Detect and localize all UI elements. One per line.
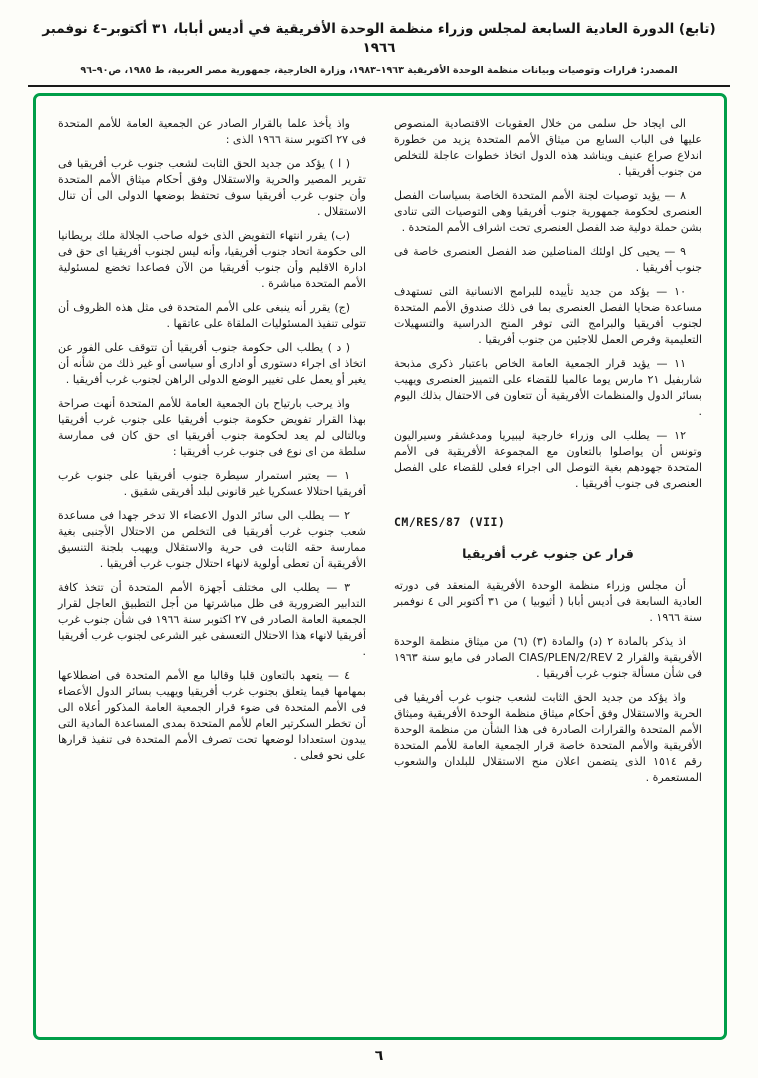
operative-clause-1: ١ — يعتبر استمرار سيطرة جنوب أفريقيا على جنوب غرب أفريقيا احتلالا عسكريا غير قانونى لبلد أفريقى شقيق . [58, 469, 366, 498]
para-intro-continuation: الى ايجاد حل سلمى من خلال العقوبات الاقتصادية المنصوص عليها فى الباب السابع من ميثاق الأمم المتحدة يزيد من خطورة اندلاع صراع عنيف ويناشد هذه الدول اتخاذ خطوات عاجلة للتخلص من جنوب أفريقيا . [394, 117, 702, 178]
operative-clause-4: ٤ — يتعهد بالتعاون قلبا وقالبا مع الأمم المتحدة فى اضطلاعها بمهامها فيما يتعلق بجنوب غرب أفريقيا ويهيب بسائر الدول الأعضاء فى الأمم المتحدة فى ضوء قرار الجمعية العامة المذكور أعلاه الى أن تخطر السكرتير العام للأمم المتحدة بمدى المساعدة المادية التى يبدون استعدادا لوضعها تحت تصرف الأمم المتحدة فى تنفيذ قرارها على نحو فعلى . [58, 669, 366, 762]
page-number: ٦ [374, 1048, 384, 1064]
page-header [0, 0, 758, 76]
operative-clause-3: ٣ — يطلب الى مختلف أجهزة الأمم المتحدة أن تتخذ كافة التدابير الضرورية فى ظل مباشرتها من أجل التطبيق العاجل لقرار الجمعية العامة الصادر فى ٢٧ اكتوبر سنة ١٩٦٦ فى شأن جنوب غرب أفريقيا لانهاء هذا الاحتلال التعسفى غير الشرعى لجنوب غرب أفريقيا . [58, 581, 366, 658]
header-divider [28, 85, 730, 87]
resolution-clause-11: ١١ — يؤيد قرار الجمعية العامة الخاص باعتبار ذكرى مذبحة شاربفيل ٢١ مارس يوما عالميا للقضاء على التمييز العنصرى ويهيب بسائر الدول والمنظمات الأفريقية أن تتعاون فى الاحتفال بذلك اليوم . [394, 357, 702, 418]
preamble-reaffirming: واذ يؤكد من جديد الحق الثابت لشعب جنوب غرب أفريقيا فى الحرية والاستقلال وفق أحكام ميثاق منظمة الوحدة الأفريقية وميثاق الأمم المتحدة والقرارات الصادرة فى هذا الشأن من منظمة الوحدة الأفريقية والأمم المتحدة خاصة قرار الجمعية العامة للأمم المتحدة رقم ١٥١٤ الذى يتضمن اعلان منح الاستقلال للبلدان والشعوب المستعمرة . [394, 691, 702, 784]
resolution-clause-8: ٨ — يؤيد توصيات لجنة الأمم المتحدة الخاصة بسياسات الفصل العنصرى لحكومة جمهورية جنوب أفريقيا وهى التوصيات التى تنادى بشن حملة دولية ضد الفصل العنصرى تحت اشراف الأمم المتحدة . [394, 189, 702, 234]
resolution-clause-12: ١٢ — يطلب الى وزراء خارجية ليبيريا ومدغشقر وسيراليون وتونس أن يواصلوا بالتعاون مع المجموعة الأفريقية فى الأمم المتحدة جهودهم بغية التوصل الى اجراء فعلى للقضاء على الفصل العنصرى فى جنوب أفريقيا . [394, 429, 702, 490]
operative-clause-2: ٢ — يطلب الى سائر الدول الاعضاء الا تدخر جهدا فى مساعدة شعب جنوب غرب أفريقيا فى التخلص من الاحتلال الأجنبى بغية ممارسة حقه الثابت فى حرية والاستقلال ويهيب بلجنة التنسيق الأفريقية أن تعطى أولوية لانهاء احتلال جنوب غرب أفريقيا . [58, 509, 366, 570]
subclause-b: (ب) يقرر انتهاء التفويض الذى خوله صاحب الجلالة ملك بريطانيا الى حكومة اتحاد جنوب أفريقيا، وأنه ليس لجنوب أفريقيا اى حق فى ادارة الاقليم وأن جنوب أفريقيا من الآن فصاعدا تخضع لمسئولية الأمم المتحدة مباشرة . [58, 229, 366, 290]
preamble-taking-note: واذ يأخذ علما بالقرار الصادر عن الجمعية العامة للأمم المتحدة فى ٢٧ اكتوبر سنة ١٩٦٦ الذى : [58, 117, 366, 146]
column-left [58, 116, 366, 1017]
preamble-welcoming: واذ يرحب بارتياح بان الجمعية العامة للأمم المتحدة أنهت صراحة بهذا القرار تفويض حكومة جنوب أفريقيا على جنوب غرب أفريقيا وبالتالى لم يعد لحكومة جنوب أفريقيا اى حق كان فى ممارسة سلطة من اى نوع فى جنوب غرب أفريقيا : [58, 397, 366, 458]
resolution-code: CM/RES/87 (VII) [394, 515, 506, 529]
subclause-c: (ج) يقرر أنه ينبغى على الأمم المتحدة فى مثل هذه الظروف أن تتولى تنفيذ المسئوليات الملقاة على عاتقها . [58, 301, 366, 330]
preamble-recalling: اذ يذكر بالمادة ٢ (د) والمادة (٣) (٦) من ميثاق منظمة الوحدة الأفريقية والقرار CIAS/PLEN/2/REV 2 الصادر فى مايو سنة ١٩٦٣ فى شأن مسألة جنوب غرب أفريقيا . [394, 635, 703, 680]
resolution-clause-10: ١٠ — يؤكد من جديد تأييده للبرامج الانسانية التى تستهدف مساعدة ضحايا الفصل العنصرى بما فى ذلك صندوق الأمم المتحدة لجنوب أفريقيا والبرامج التى توفر المنح الدراسية والتسهيلات التعليمية وفرص العمل للاجئين من جنوب أفريقيا . [394, 285, 702, 346]
preamble-council: أن مجلس وزراء منظمة الوحدة الأفريقية المنعقد فى دورته العادية السابعة فى أديس أبابا ( أثيوبيا ) من ٣١ أكتوبر الى ٤ نوفمبر سنة ١٩٦٦ . [394, 579, 703, 624]
header-source: المصدر: قرارات وتوصيات وبيانات منظمة الوحدة الأفريقية ١٩٦٣–١٩٨٣، وزارة الخارجية، جمهورية مصر العربية، ط ١٩٨٥، ص٩٠–٩٦ [80, 64, 678, 76]
subclause-a: ( ا ) يؤكد من جديد الحق الثابت لشعب جنوب غرب أفريقيا فى تقرير المصير والحرية والاستقلال وفق أحكام ميثاق الأمم المتحدة وأن جنوب غرب أفريقيا سوف تحتفظ بوضعها الدولى الى أن تنال الاستقلال . [58, 157, 366, 218]
resolution-clause-9: ٩ — يحيى كل اولئك المناضلين ضد الفصل العنصرى خاصة فى جنوب أفريقيا . [394, 245, 702, 274]
resolution-title: قرار عن جنوب غرب أفريقيا [462, 546, 634, 561]
subclause-d: ( د ) يطلب الى حكومة جنوب أفريقيا أن تتوقف على الفور عن اتخاذ اى اجراء دستورى أو ادارى أو سياسى أو غير ذلك من شأنه أن يغير أو يعمل على تغيير الوضع الدولى الراهن لجنوب غرب أفريقيا . [58, 341, 366, 386]
document-frame [33, 93, 727, 1040]
text-columns [58, 116, 702, 1017]
header-title: (تابع) الدورة العادية السابعة لمجلس وزراء منظمة الوحدة الأفريقية في أديس أبابا، ٣١ أكتوبر–٤ نوفمبر ١٩٦٦ [42, 21, 716, 56]
column-right [394, 116, 702, 1017]
